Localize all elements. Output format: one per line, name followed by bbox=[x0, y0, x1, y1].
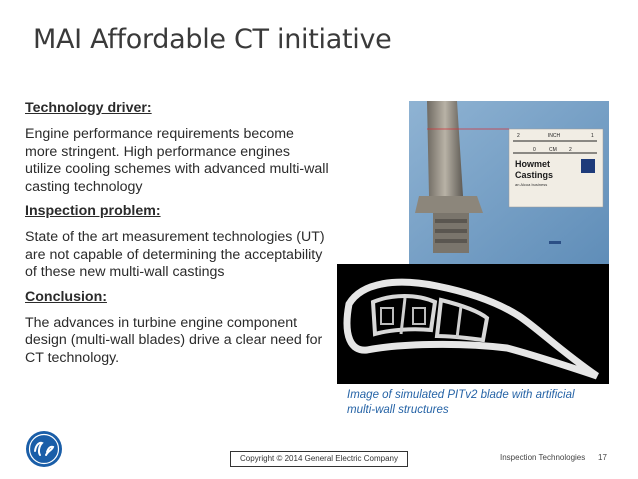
svg-text:CM: CM bbox=[549, 147, 557, 153]
svg-text:2: 2 bbox=[569, 147, 572, 153]
slide-body bbox=[25, 100, 330, 374]
svg-text:1: 1 bbox=[591, 133, 594, 139]
page-number: 17 bbox=[598, 453, 607, 462]
technology-driver-text: Engine performance requirements become more stringent. High performance engines utilize cooling schemes with advanced multi-wall casting technology bbox=[25, 126, 329, 195]
card-title-2: Castings bbox=[515, 170, 554, 180]
turbine-blade-photo bbox=[409, 101, 609, 266]
technology-driver-heading: Technology driver: bbox=[25, 100, 152, 116]
card-subtitle: an Alcoa business bbox=[515, 182, 548, 187]
department-label: Inspection Technologies bbox=[500, 453, 586, 462]
image-caption: Image of simulated PITv2 blade with artificial multi-wall structures bbox=[347, 389, 575, 416]
slide-title: MAI Affordable CT initiative bbox=[33, 24, 392, 55]
ge-logo-icon bbox=[25, 430, 63, 468]
ruler-label: INCH bbox=[547, 133, 561, 139]
ct-scan-image bbox=[337, 264, 609, 384]
copyright-notice: Copyright © 2014 General Electric Company bbox=[230, 451, 408, 467]
conclusion-heading: Conclusion: bbox=[25, 288, 107, 305]
card-title: Howmet bbox=[515, 159, 551, 169]
conclusion-text: The advances in turbine engine component design (multi-wall blades) drive a clear need for CT technology. bbox=[25, 315, 323, 366]
inspection-problem-heading: Inspection problem: bbox=[25, 203, 161, 220]
svg-text:0: 0 bbox=[533, 147, 536, 153]
inspection-problem-text: State of the art measurement technologies (UT) are not capable of determining the acceptability of these new multi-wall castings bbox=[25, 229, 325, 281]
svg-text:2: 2 bbox=[517, 133, 520, 139]
